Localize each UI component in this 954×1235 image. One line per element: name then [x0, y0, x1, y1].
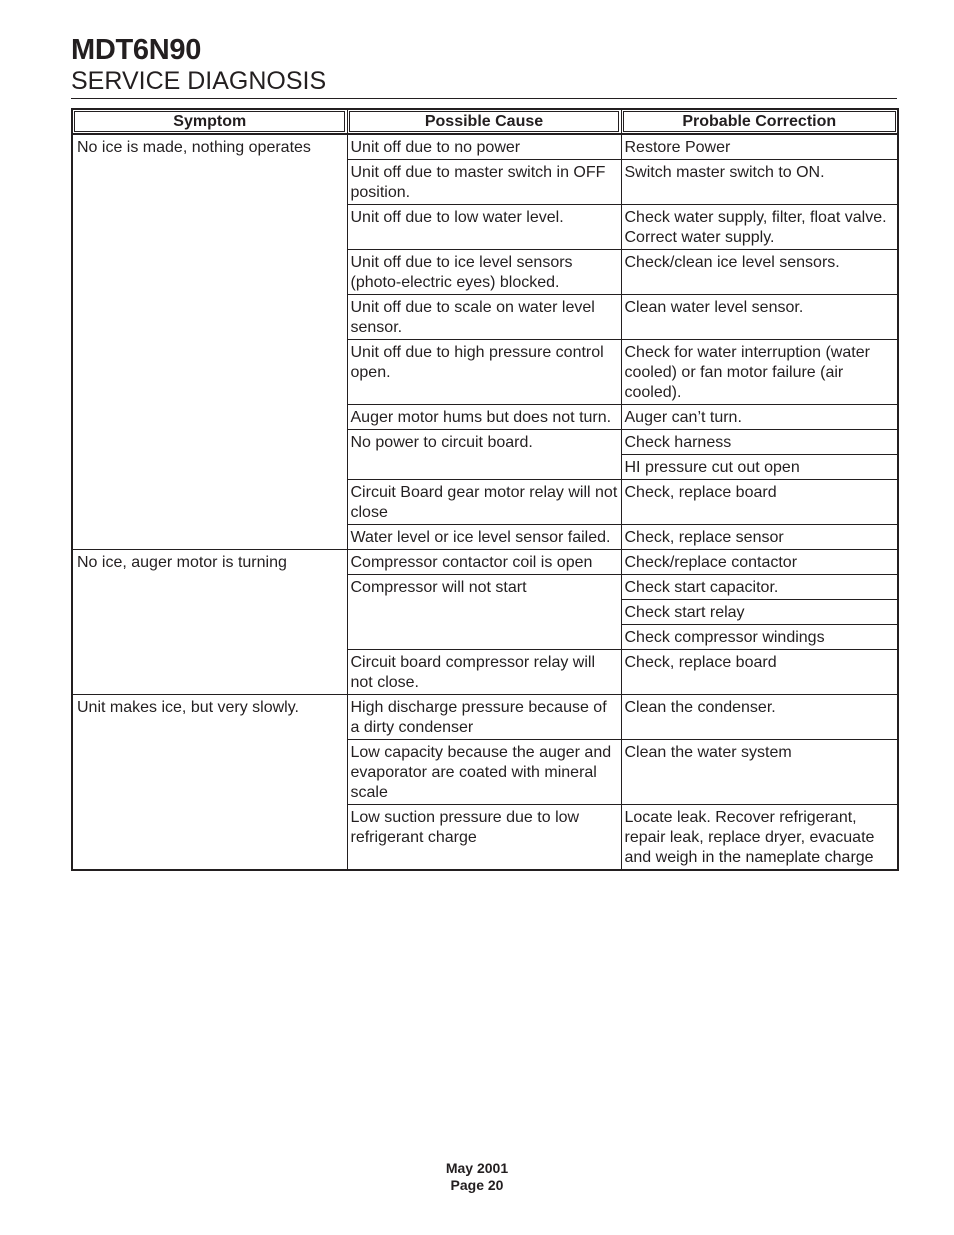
header-rule: [71, 98, 897, 99]
page-footer: [0, 1160, 954, 1194]
correction-cell: HI pressure cut out open: [621, 455, 898, 480]
correction-cell: Check for water interruption (water cooled) or fan motor failure (air cooled).: [621, 340, 898, 405]
cause-cell: No power to circuit board.: [347, 430, 621, 480]
cause-cell: High discharge pressure because of a dirty condenser: [347, 695, 621, 740]
correction-cell: Check/replace contactor: [621, 550, 898, 575]
cause-cell: Auger motor hums but does not turn.: [347, 405, 621, 430]
cause-cell: Compressor will not start: [347, 575, 621, 650]
column-header-symptom: Symptom: [72, 109, 347, 134]
symptom-cell: Unit makes ice, but very slowly.: [72, 695, 347, 871]
model-title: MDT6N90: [71, 34, 202, 66]
correction-cell: Clean water level sensor.: [621, 295, 898, 340]
cause-cell: Unit off due to low water level.: [347, 205, 621, 250]
correction-cell: Switch master switch to ON.: [621, 160, 898, 205]
cause-cell: Unit off due to high pressure control open.: [347, 340, 621, 405]
cause-cell: Unit off due to master switch in OFF position.: [347, 160, 621, 205]
cause-cell: Unit off due to no power: [347, 134, 621, 160]
cause-cell: Low capacity because the auger and evaporator are coated with mineral scale: [347, 740, 621, 805]
correction-cell: Restore Power: [621, 134, 898, 160]
cause-cell: Water level or ice level sensor failed.: [347, 525, 621, 550]
cause-cell: Compressor contactor coil is open: [347, 550, 621, 575]
service-diagnosis-table: [71, 108, 899, 871]
correction-cell: Check compressor windings: [621, 625, 898, 650]
section-title: SERVICE DIAGNOSIS: [71, 67, 327, 95]
footer-page-number: Page 20: [450, 1177, 504, 1193]
table-row: [72, 695, 898, 740]
correction-cell: Locate leak. Recover refrigerant, repair leak, replace dryer, evacuate and weigh in the nameplate charge: [621, 805, 898, 871]
correction-cell: Check, replace sensor: [621, 525, 898, 550]
correction-cell: Clean the condenser.: [621, 695, 898, 740]
cause-cell: Circuit Board gear motor relay will not close: [347, 480, 621, 525]
correction-cell: Auger can’t turn.: [621, 405, 898, 430]
correction-cell: Check water supply, filter, float valve. Correct water supply.: [621, 205, 898, 250]
column-header-probable-correction: Probable Correction: [621, 109, 898, 134]
cause-cell: Unit off due to scale on water level sensor.: [347, 295, 621, 340]
symptom-cell: No ice, auger motor is turning: [72, 550, 347, 695]
symptom-cell: No ice is made, nothing operates: [72, 134, 347, 550]
column-header-possible-cause: Possible Cause: [347, 109, 621, 134]
footer-date: May 2001: [445, 1160, 509, 1176]
correction-cell: Check/clean ice level sensors.: [621, 250, 898, 295]
correction-cell: Check start capacitor.: [621, 575, 898, 600]
table-row: [72, 134, 898, 160]
table-header-row: [72, 109, 898, 134]
correction-cell: Check harness: [621, 430, 898, 455]
table-body: [72, 134, 898, 870]
cause-cell: Unit off due to ice level sensors (photo-electric eyes) blocked.: [347, 250, 621, 295]
correction-cell: Clean the water system: [621, 740, 898, 805]
cause-cell: Circuit board compressor relay will not close.: [347, 650, 621, 695]
table-row: [72, 550, 898, 575]
correction-cell: Check, replace board: [621, 650, 898, 695]
cause-cell: Low suction pressure due to low refrigerant charge: [347, 805, 621, 871]
correction-cell: Check start relay: [621, 600, 898, 625]
correction-cell: Check, replace board: [621, 480, 898, 525]
